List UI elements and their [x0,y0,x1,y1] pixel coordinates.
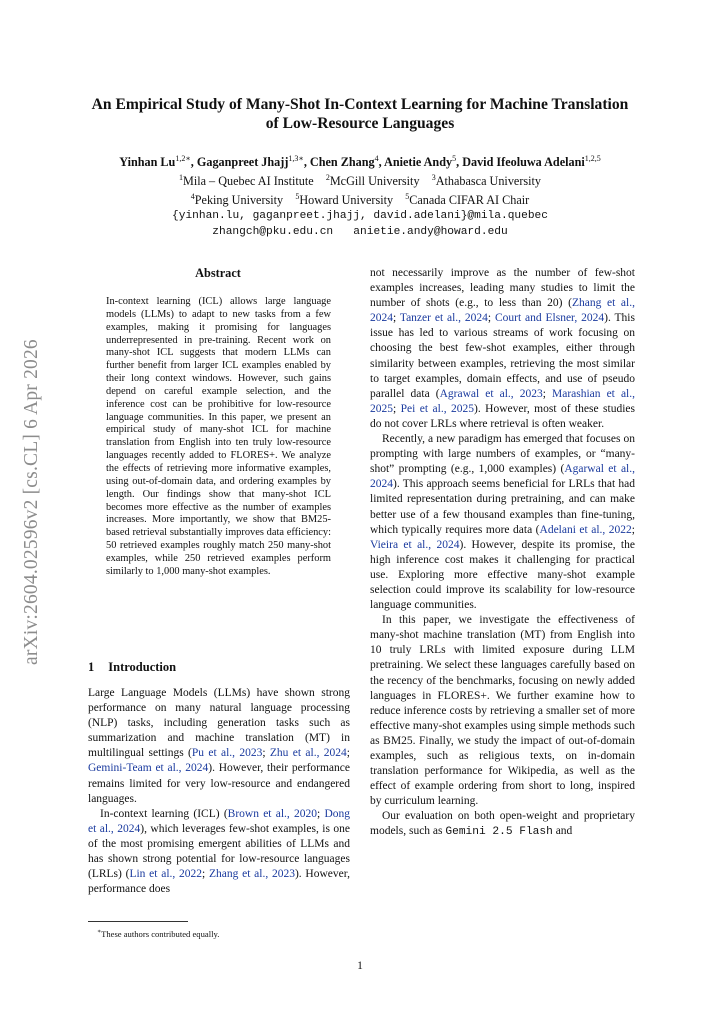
right-column [370,266,635,841]
citation-link[interactable]: Agarwal et al., 2024 [370,463,635,491]
affil-number: 5 [295,192,300,202]
author-name: Gaganpreet Jhajj [196,155,289,170]
affil-number: 2 [325,173,330,183]
author-affil-marker: 1,2,5 [584,154,601,163]
footnote-rule [88,921,188,922]
body-paragraph: not necessarily improve as the number of few-shot examples increases, leading many studies to limit the number of shots (e.g., to less than 20) (Zhang et al., 2024; Tanzer et al., 2024; Court and Elsner, 2024). This issue has led to various streams of work focusing on choosing the best few-shot examples, either through similarity between examples, retrieving the most similar to target examples, domain effects, and use of pseudo parallel data (Agrawal et al., 2023; Marashian et al., 2025; Pei et al., 2025). However, most of these studies do not cover LRLs where retrieval is often weaker. [370,267,635,430]
footnote [97,927,347,939]
email-line: {yinhan.lu, gaganpreet.jhajj, david.adelani}@mila.quebec [172,210,548,223]
affiliation: Howard University [299,193,394,208]
author-name: Anietie Andy [384,155,453,170]
affiliation: McGill University [329,174,420,189]
citation-link[interactable]: Vieira et al., 2024 [370,538,460,551]
citation-link[interactable]: Agrawal et al., 2023 [439,387,543,400]
body-paragraph: In-context learning (ICL) (Brown et al., 2020; Dong et al., 2024), which leverages few-shot examples, is one of the most promising emergent abilities of LLMs and has shown strong potential for low-resource languages (LRLs) (Lin et al., 2022; Zhang et al., 2023). However, performance does [88,807,351,896]
email: zhangch@pku.edu.cn [212,226,334,239]
author-name: Chen Zhang [309,155,375,170]
citation-link[interactable]: Zhang et al., 2024 [370,297,635,325]
arxiv-identifier: arXiv:2604.02596v2 [cs.CL] 6 Apr 2026 [21,339,42,665]
author-affil-marker: 1,2∗ [175,154,191,163]
section-number: 1 [88,660,95,674]
email-line [60,224,660,240]
citation-link[interactable]: Zhu et al., 2024 [269,747,347,760]
author-affil-marker: 1,3∗ [288,154,304,163]
body-paragraph: In this paper, we investigate the effectiveness of many-shot machine translation (MT) from English into 10 truly LRLs with limited exposure during LLM pretraining. We select these languages carefully based on the recency of the benchmarks, focusing on newly added languages in FLORES+. We further examine how to reduce inference costs by retrieving a smaller set of more effective many-shot examples using simple methods such as BM25. Finally, we study the impact of out-of-domain examples, such as religious texts, on in-domain translation performance for Wikipedia, as well as the effect of example ordering from short to long, inspired by curriculum learning. [370,614,635,808]
affiliation: Mila – Quebec AI Institute [182,174,314,189]
footnote-text: These authors contributed equally. [101,928,220,939]
affil-number: 3 [431,173,436,183]
citation-link[interactable]: Lin et al., 2022 [129,868,203,881]
body-paragraph: Our evaluation on both open-weight and proprietary models, such as Gemini 2.5 Flash and [370,810,635,839]
author-affil-marker: 4 [374,154,379,163]
author-name: Yinhan Lu [119,155,176,170]
affiliation: Canada CIFAR AI Chair [409,193,530,208]
model-name-code: Gemini 2.5 Flash [445,826,553,839]
citation-link[interactable]: Pei et al., 2025 [400,402,475,415]
citation-link[interactable]: Zhang et al., 2023 [208,868,295,881]
email: anietie.andy@howard.edu [353,226,508,239]
paper-title: An Empirical Study of Many-Shot In-Context Learning for Machine Translation of Low-Resource Languages [91,96,629,132]
abstract-heading: Abstract [195,266,241,280]
citation-link[interactable]: Marashian et al., 2025 [370,387,635,415]
affil-number: 5 [405,192,410,202]
abstract-paragraph: In-context learning (ICL) allows large language models (LLMs) to adapt to new tasks from a few examples, making it promising for languages underrepresented in pre-training. Recent work on many-shot ICL suggests that modern LLMs can further benefit from larger ICL examples enabled by their long context windows. However, such gains depend on careful example selection, and the inference cost can be prohibitive for low-resource language communities. In this paper, we present an empirical study of many-shot ICL for machine translation from English into ten truly low-resource languages recently added to FLORES+. We analyze the effects of retrieving more informative examples, using out-of-domain data, and ordering examples by length. Our findings show that many-shot ICL becomes more effective as the number of examples increases. More importantly, we show that BM25-based retrieval substantially improves data efficiency: 50 retrieved examples roughly match 250 many-shot examples, while 250 retrieved examples perform similarly to 1,000 many-shot examples. [106,296,331,577]
author-name: David Ifeoluwa Adelani [462,155,585,170]
section-heading [88,660,348,675]
affil-number: 1 [178,173,183,183]
citation-link[interactable]: Adelani et al., 2022 [539,523,632,536]
intro-column [88,686,350,897]
body-paragraph: Large Language Models (LLMs) have shown strong performance on many natural language processing (NLP) tasks, including generation tasks such as summarization and machine translation (MT) in multilingual settings (Pu et al., 2023; Zhu et al., 2024; Gemini-Team et al., 2024). However, their performance remains limited for very low-resource and endangered languages. [88,687,350,805]
page-number: 1 [357,960,363,972]
affiliation: Peking University [194,193,284,208]
author-affil-marker: 5 [452,154,457,163]
citation-link[interactable]: Brown et al., 2020 [227,807,318,820]
abstract-text [106,296,331,579]
author-names: Yinhan $Lu^{1,2∗}$, Gaganpreet Jhajj$^{1,3∗}$, Chen Zhang$^4$, Anietie Andy$^5$, David Ifeoluwa Adelani$^{1,2,5}$ [119,154,601,170]
footnote-mark: ∗ [97,929,102,935]
section-title: Introduction [108,660,177,674]
affiliation: Athabasca University [435,174,541,189]
author-block [60,151,660,240]
citation-link[interactable]: Court and Elsner, 2024 [494,312,605,325]
citation-link[interactable]: Pu et al., 2023 [191,747,263,760]
citation-link[interactable]: Dong et al., 2024 [88,807,351,835]
affiliation-line [60,170,660,189]
affiliation-line [60,189,660,208]
affil-number: 4 [190,192,195,202]
citation-link[interactable]: Tanzer et al., 2024 [399,312,488,325]
citation-link[interactable]: Gemini-Team et al., 2024 [88,762,209,775]
body-paragraph: Recently, a new paradigm has emerged that focuses on prompting with large numbers of examples, or “many-shot” prompting (e.g., 1,000 examples) (Agarwal et al., 2024). This approach seems beneficial for LRLs that had limited representation during pretraining, and can make better use of a few thousand examples than fine-tuning, which typically requires more data (Adelani et al., 2022; Vieira et al., 2024). However, despite its promise, the high inference cost makes it challenging for practical use. Exploring more effective many-shot example selection could improve its scalability for low-resource language communities. [370,433,635,612]
